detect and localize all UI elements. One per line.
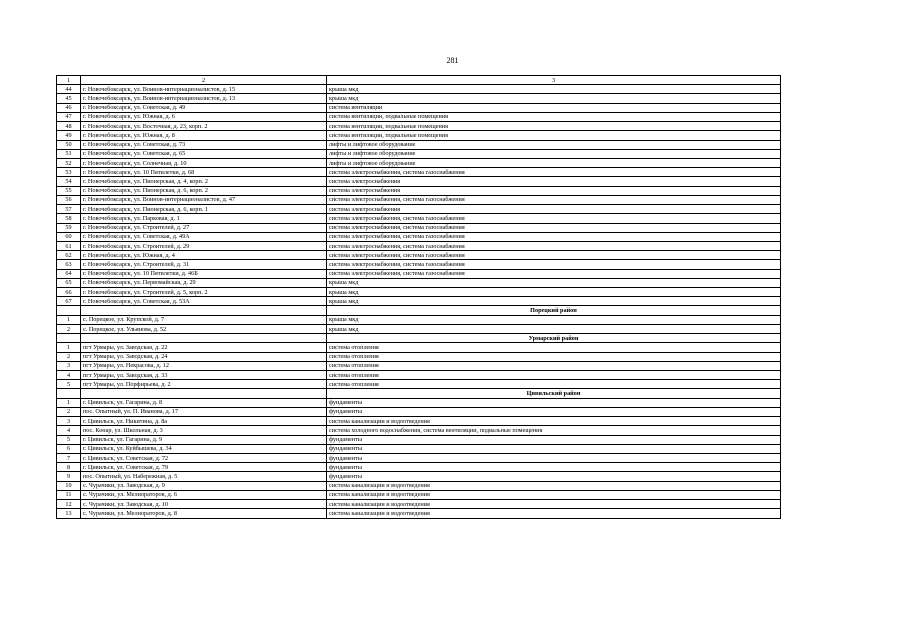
table-row bbox=[57, 463, 781, 472]
row-address: с. Порецкое, ул. Ульянова, д. 52 bbox=[81, 324, 327, 333]
row-number: 1 bbox=[57, 398, 81, 407]
row-address: г. Новочебоксарск, ул. Советская, д. 49А bbox=[81, 232, 327, 241]
row-address: пос. Конар, ул. Школьная, д. 3 bbox=[81, 426, 327, 435]
row-address: с. Чурачики, ул. Заводская, д. 10 bbox=[81, 500, 327, 509]
row-number: 4 bbox=[57, 426, 81, 435]
buildings-table bbox=[56, 75, 781, 519]
table-row bbox=[57, 103, 781, 112]
row-address: г. Новочебоксарск, ул. Советская, д. 53А bbox=[81, 297, 327, 306]
row-address: г. Новочебоксарск, ул. Южная, д. 8 bbox=[81, 131, 327, 140]
row-number: 10 bbox=[57, 481, 81, 490]
row-number: 61 bbox=[57, 241, 81, 250]
row-address: г. Новочебоксарск, ул. Строителей, д. 29 bbox=[81, 241, 327, 250]
row-number: 12 bbox=[57, 500, 81, 509]
row-address: пгт Урмары, ул. Заводская, д. 33 bbox=[81, 371, 327, 380]
table-row bbox=[57, 315, 781, 324]
row-system: система канализации и водоотведения bbox=[327, 500, 781, 509]
row-address: пгт Урмары, ул. Порфирьева, д. 2 bbox=[81, 380, 327, 389]
table-row bbox=[57, 343, 781, 352]
row-address: пгт Урмары, ул. Некрасова, д. 12 bbox=[81, 361, 327, 370]
table-row bbox=[57, 297, 781, 306]
row-number: 9 bbox=[57, 472, 81, 481]
table-row bbox=[57, 444, 781, 453]
section-title: Цивильский район bbox=[327, 389, 781, 398]
table-row bbox=[57, 269, 781, 278]
row-system: фундаменты bbox=[327, 407, 781, 416]
row-system: система электроснабжения, система газоснабжения bbox=[327, 214, 781, 223]
row-address: г. Новочебоксарск, ул. Пионерская, д. 4, корп. 2 bbox=[81, 177, 327, 186]
row-number: 54 bbox=[57, 177, 81, 186]
row-number: 49 bbox=[57, 131, 81, 140]
table-row bbox=[57, 85, 781, 94]
row-number: 1 bbox=[57, 315, 81, 324]
table-row bbox=[57, 407, 781, 416]
row-system: система электроснабжения bbox=[327, 205, 781, 214]
row-system: крыша мкд bbox=[327, 297, 781, 306]
row-address: пгт Урмары, ул. Заводская, д. 24 bbox=[81, 352, 327, 361]
row-number: 6 bbox=[57, 444, 81, 453]
table-row bbox=[57, 500, 781, 509]
row-system: система канализации и водоотведения bbox=[327, 509, 781, 518]
row-system: фундаменты bbox=[327, 453, 781, 462]
row-number: 66 bbox=[57, 288, 81, 297]
table-row bbox=[57, 278, 781, 287]
row-system: система электроснабжения bbox=[327, 186, 781, 195]
row-address: пос. Опытный, ул. Набережная, д. 5 bbox=[81, 472, 327, 481]
row-system: система электроснабжения bbox=[327, 177, 781, 186]
row-number: 55 bbox=[57, 186, 81, 195]
table-row bbox=[57, 426, 781, 435]
row-system: фундаменты bbox=[327, 444, 781, 453]
row-number: 59 bbox=[57, 223, 81, 232]
row-number: 48 bbox=[57, 122, 81, 131]
section-row bbox=[57, 334, 781, 343]
row-number: 62 bbox=[57, 251, 81, 260]
header-col-1: 1 bbox=[57, 76, 81, 85]
row-address: г. Новочебоксарск, ул. Строителей, д. 31 bbox=[81, 260, 327, 269]
table-row bbox=[57, 380, 781, 389]
row-address: г. Новочебоксарск, ул. Советская, д. 65 bbox=[81, 149, 327, 158]
row-system: система вентиляции, подвальные помещения bbox=[327, 112, 781, 121]
table-row bbox=[57, 453, 781, 462]
row-address: г. Цивильск, ул. Куйбышева, д. 34 bbox=[81, 444, 327, 453]
row-address: г. Цивильск, ул. Советская, д. 79 bbox=[81, 463, 327, 472]
row-number: 46 bbox=[57, 103, 81, 112]
row-system: система электроснабжения, система газоснабжения bbox=[327, 223, 781, 232]
row-address: г. Новочебоксарск, ул. Воинов-интернационалистов, д. 15 bbox=[81, 85, 327, 94]
row-number: 56 bbox=[57, 195, 81, 204]
row-system: система отопления bbox=[327, 371, 781, 380]
row-address: г. Новочебоксарск, ул. Парковая, д. 1 bbox=[81, 214, 327, 223]
row-system: крыша мкд bbox=[327, 315, 781, 324]
table-row bbox=[57, 131, 781, 140]
row-address: г. Цивильск, ул. Никитина, д. 8а bbox=[81, 417, 327, 426]
row-number: 2 bbox=[57, 352, 81, 361]
row-system: система холодного водоснабжения, система вентиляции, подвальные помещения bbox=[327, 426, 781, 435]
row-system: система электроснабжения, система газоснабжения bbox=[327, 251, 781, 260]
row-address: г. Новочебоксарск, ул. Восточная, д. 23, корп. 2 bbox=[81, 122, 327, 131]
table-row bbox=[57, 177, 781, 186]
row-system: система вентиляции, подвальные помещения bbox=[327, 131, 781, 140]
row-number: 60 bbox=[57, 232, 81, 241]
row-number: 52 bbox=[57, 158, 81, 167]
row-number: 58 bbox=[57, 214, 81, 223]
row-number: 64 bbox=[57, 269, 81, 278]
row-system: система канализации и водоотведения bbox=[327, 417, 781, 426]
table-row bbox=[57, 223, 781, 232]
section-title: Урмарский район bbox=[327, 334, 781, 343]
row-number: 13 bbox=[57, 509, 81, 518]
table-row bbox=[57, 481, 781, 490]
table-row bbox=[57, 122, 781, 131]
row-address: г. Новочебоксарск, ул. Советская, д. 49 bbox=[81, 103, 327, 112]
row-number: 3 bbox=[57, 361, 81, 370]
row-address: г. Цивильск, ул. Гагарина, д. 9 bbox=[81, 435, 327, 444]
table-row bbox=[57, 158, 781, 167]
table-row bbox=[57, 112, 781, 121]
table-row bbox=[57, 241, 781, 250]
row-address: с. Чурачики, ул. Мелиораторов, д. 8 bbox=[81, 509, 327, 518]
row-system: система электроснабжения, система газоснабжения bbox=[327, 241, 781, 250]
row-system: фундаменты bbox=[327, 398, 781, 407]
table-row bbox=[57, 232, 781, 241]
row-number: 47 bbox=[57, 112, 81, 121]
row-number: 44 bbox=[57, 85, 81, 94]
row-number: 5 bbox=[57, 380, 81, 389]
table-row bbox=[57, 251, 781, 260]
row-system: система отопления bbox=[327, 380, 781, 389]
row-number: 8 bbox=[57, 463, 81, 472]
table-row bbox=[57, 490, 781, 499]
row-system: система электроснабжения, система газоснабжения bbox=[327, 195, 781, 204]
row-system: фундаменты bbox=[327, 463, 781, 472]
row-system: система канализации и водоотведения bbox=[327, 490, 781, 499]
row-address: с. Чурачики, ул. Заводская, д. 9 bbox=[81, 481, 327, 490]
table-row bbox=[57, 435, 781, 444]
row-address: пос. Опытный, ул. П. Иванова, д. 17 bbox=[81, 407, 327, 416]
row-number: 5 bbox=[57, 435, 81, 444]
row-address: г. Цивильск, ул. Советская, д. 72 bbox=[81, 453, 327, 462]
section-row bbox=[57, 306, 781, 315]
row-number: 2 bbox=[57, 407, 81, 416]
row-system: система отопления bbox=[327, 343, 781, 352]
row-system: фундаменты bbox=[327, 435, 781, 444]
row-address: г. Новочебоксарск, ул. 10 Пятилетки, д. 46Б bbox=[81, 269, 327, 278]
row-system: фундаменты bbox=[327, 472, 781, 481]
row-number: 51 bbox=[57, 149, 81, 158]
row-address: г. Новочебоксарск, ул. Первомайская, д. 29 bbox=[81, 278, 327, 287]
row-system: крыша мкд bbox=[327, 85, 781, 94]
table-row bbox=[57, 324, 781, 333]
row-address: г. Новочебоксарск, ул. Строителей, д. 5, корп. 2 bbox=[81, 288, 327, 297]
row-number: 65 bbox=[57, 278, 81, 287]
row-address: г. Новочебоксарск, ул. Воинов-интернационалистов, д. 47 bbox=[81, 195, 327, 204]
row-address: г. Новочебоксарск, ул. Советская, д. 73 bbox=[81, 140, 327, 149]
table-row bbox=[57, 361, 781, 370]
table-row bbox=[57, 417, 781, 426]
row-number: 7 bbox=[57, 453, 81, 462]
row-address: г. Новочебоксарск, ул. Пионерская, д. 6, корп. 1 bbox=[81, 205, 327, 214]
row-system: система вентиляции, подвальные помещения bbox=[327, 122, 781, 131]
row-system: система электроснабжения, система газоснабжения bbox=[327, 168, 781, 177]
table-row bbox=[57, 509, 781, 518]
header-col-3: 3 bbox=[327, 76, 781, 85]
row-system: крыша мкд bbox=[327, 278, 781, 287]
row-address: г. Цивильск, ул. Гагарина, д. 8 bbox=[81, 398, 327, 407]
row-address: пгт Урмары, ул. Заводская, д. 22 bbox=[81, 343, 327, 352]
section-title: Порецкий район bbox=[327, 306, 781, 315]
table-row bbox=[57, 168, 781, 177]
row-address: г. Новочебоксарск, ул. Солнечная, д. 10 bbox=[81, 158, 327, 167]
row-number: 11 bbox=[57, 490, 81, 499]
row-address: г. Новочебоксарск, ул. Пионерская, д. 6, корп. 2 bbox=[81, 186, 327, 195]
row-number: 4 bbox=[57, 371, 81, 380]
row-system: лифты и лифтовое оборудование bbox=[327, 140, 781, 149]
row-address: г. Новочебоксарск, ул. Южная, д. 6 bbox=[81, 112, 327, 121]
table-header-row bbox=[57, 76, 781, 85]
row-number: 63 bbox=[57, 260, 81, 269]
row-system: система отопления bbox=[327, 361, 781, 370]
table-row bbox=[57, 186, 781, 195]
row-system: система электроснабжения, система газоснабжения bbox=[327, 260, 781, 269]
table-row bbox=[57, 371, 781, 380]
row-number: 45 bbox=[57, 94, 81, 103]
table-row bbox=[57, 352, 781, 361]
row-number: 1 bbox=[57, 343, 81, 352]
row-address: г. Новочебоксарск, ул. Воинов-интернационалистов, д. 13 bbox=[81, 94, 327, 103]
table-row bbox=[57, 398, 781, 407]
row-number: 57 bbox=[57, 205, 81, 214]
table-row bbox=[57, 195, 781, 204]
table-row bbox=[57, 260, 781, 269]
table-row bbox=[57, 94, 781, 103]
table-row bbox=[57, 205, 781, 214]
row-address: г. Новочебоксарск, ул. 10 Пятилетки, д. 68 bbox=[81, 168, 327, 177]
table-row bbox=[57, 472, 781, 481]
row-number: 67 bbox=[57, 297, 81, 306]
row-address: с. Порецкое, ул. Крупской, д. 7 bbox=[81, 315, 327, 324]
table-row bbox=[57, 140, 781, 149]
row-number: 3 bbox=[57, 417, 81, 426]
row-number: 2 bbox=[57, 324, 81, 333]
header-col-2: 2 bbox=[81, 76, 327, 85]
row-address: с. Чурачики, ул. Мелиораторов, д. 6 bbox=[81, 490, 327, 499]
table-row bbox=[57, 214, 781, 223]
row-number: 53 bbox=[57, 168, 81, 177]
row-system: крыша мкд bbox=[327, 288, 781, 297]
table-row bbox=[57, 149, 781, 158]
row-system: крыша мкд bbox=[327, 94, 781, 103]
row-address: г. Новочебоксарск, ул. Южная, д. 4 bbox=[81, 251, 327, 260]
row-number: 50 bbox=[57, 140, 81, 149]
row-system: система электроснабжения, система газоснабжения bbox=[327, 269, 781, 278]
section-row bbox=[57, 389, 781, 398]
row-system: крыша мкд bbox=[327, 324, 781, 333]
table-body bbox=[57, 76, 781, 519]
page-number: 281 bbox=[446, 56, 459, 65]
table-row bbox=[57, 288, 781, 297]
row-system: лифты и лифтовое оборудование bbox=[327, 149, 781, 158]
row-system: система отопления bbox=[327, 352, 781, 361]
row-address: г. Новочебоксарск, ул. Строителей, д. 27 bbox=[81, 223, 327, 232]
row-system: система вентиляции bbox=[327, 103, 781, 112]
row-system: лифты и лифтовое оборудование bbox=[327, 158, 781, 167]
row-system: система канализации и водоотведения bbox=[327, 481, 781, 490]
row-system: система электроснабжения, система газоснабжения bbox=[327, 232, 781, 241]
